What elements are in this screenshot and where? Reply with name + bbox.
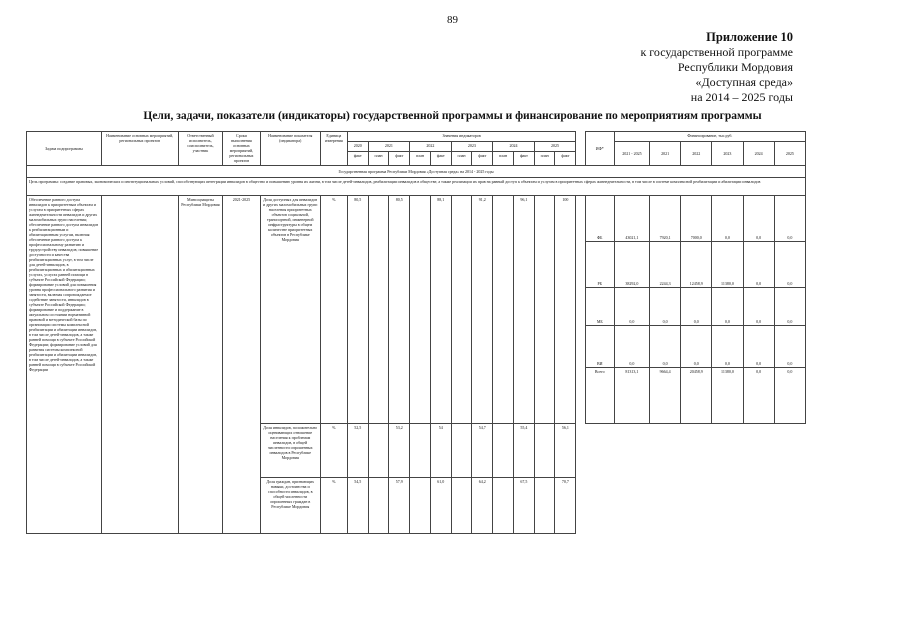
indicator-value	[368, 424, 389, 478]
page-number: 89	[447, 14, 458, 26]
finance-value: 0,0	[712, 288, 743, 326]
indicator-value	[410, 424, 431, 478]
indicator-name: Доля доступных для инвалидов и других маломобильных групп населения приоритетных объектов социальной, транспортной, инженерной инфраструктуры в общем количестве приоритетных объектов в Республике Мордовия	[260, 196, 320, 424]
indicator-name: Доля инвалидов, положительно оценивающих отношение населения к проблемам инвалидов, в общей численности опрошенных инвалидов в Республике Мордовия	[260, 424, 320, 478]
header-events: Наименование основных мероприятий, региональных проектов	[101, 132, 178, 166]
finance-value: 0,0	[650, 326, 681, 368]
header-indicator: Наименование показателя (индикатора)	[260, 132, 320, 166]
indicator-value: 54	[430, 424, 451, 478]
indicator-value: 91,2	[472, 196, 493, 424]
indicator-value: 80,5	[347, 196, 368, 424]
header-terms: Сроки выполнения основных мероприятий, региональных проектов	[223, 132, 260, 166]
finance-value: 0,0	[774, 326, 805, 368]
year-header: 2025	[534, 142, 576, 152]
indicator-value: 53,2	[389, 424, 410, 478]
indicator-value	[410, 478, 431, 534]
finance-value: 0,0	[614, 288, 649, 326]
year-header: 2021	[368, 142, 410, 152]
indicator-value	[451, 478, 472, 534]
sub-header: факт	[555, 152, 576, 166]
header-source: ИФ*	[585, 132, 614, 166]
finance-value: 11380,0	[712, 368, 743, 424]
indicator-value: 57,9	[389, 478, 410, 534]
finance-value: 0,0	[774, 288, 805, 326]
finance-source: МБ	[585, 288, 614, 326]
fin-year-header: 2025	[774, 142, 805, 166]
header-responsible: Ответственный исполнитель, соисполнитель, участник	[178, 132, 223, 166]
finance-value: 12458,9	[681, 242, 712, 288]
appendix-line: Республики Мордовия	[677, 60, 793, 74]
finance-source: ВИ	[585, 326, 614, 368]
finance-value: 0,0	[743, 196, 774, 242]
fin-year-header: 2024	[743, 142, 774, 166]
indicator-value: 96,1	[513, 196, 534, 424]
task-cell: Обеспечение равного доступа инвалидов к приоритетным объектам и услугам в приоритетных сферах жизнедеятельности инвалидов и других маломобильных групп населения; обеспечение равного доступа инвалидов к реабилитационным и абилитационным услугам, включая обеспечение равного доступа к профессиональному развитию и трудоустройству инвалидов; повышение доступности и качества реабилитационных услуг, в том числе для детей-инвалидов, в реабилитационных и абилитационных услугах, услугах ранней помощи в субъекте Российской Федерации; формирование условий для повышения уровня профессионального развития и занятости, включая сопровождаемое содействие занятости, инвалидов в субъекте Российской Федерации; формирование и поддержание в актуальном состоянии нормативной правовой и методической базы по организации системы комплексной реабилитации и абилитации инвалидов, в том числе детей-инвалидов, а также ранней помощи в субъекте Российской Федерации; формирование условий для развития системы комплексной реабилитации и абилитации инвалидов, в том числе детей-инвалидов, а также ранней помощи в субъекте Российской Федерации	[27, 196, 102, 534]
indicator-value: 100	[555, 196, 576, 424]
indicator-unit: %	[320, 196, 347, 424]
sub-header: план	[368, 152, 389, 166]
fin-year-header: 2021 - 2025	[614, 142, 649, 166]
indicator-value: 54,5	[347, 478, 368, 534]
header-unit: Единица измерения	[320, 132, 347, 166]
sub-header: факт	[389, 152, 410, 166]
fin-year-header: 2023	[712, 142, 743, 166]
finance-value: 20458,9	[681, 368, 712, 424]
indicator-value: 54,7	[472, 424, 493, 478]
indicator-value	[368, 478, 389, 534]
indicators-finance-table	[26, 131, 806, 534]
indicator-value	[410, 196, 431, 424]
finance-source: РБ	[585, 242, 614, 288]
indicator-value: 55,4	[513, 424, 534, 478]
finance-value: 0,0	[614, 326, 649, 368]
header-finance: Финансирование, тыс.руб.	[614, 132, 805, 142]
finance-value: 0,0	[712, 196, 743, 242]
finance-value: 7920,1	[650, 196, 681, 242]
indicator-value: 52,5	[347, 424, 368, 478]
indicator-value	[451, 424, 472, 478]
indicator-value	[368, 196, 389, 424]
indicator-value: 56,1	[555, 424, 576, 478]
responsible-cell: Минсоцзащиты Республики Мордовия	[178, 196, 223, 534]
appendix-line: «Доступная среда»	[695, 75, 793, 89]
program-row: Государственная программа Республики Мордовия «Доступная среда» на 2014 - 2025 годы	[27, 166, 806, 178]
finance-value: 81313,1	[614, 368, 649, 424]
finance-value: 9664,4	[650, 368, 681, 424]
year-header: 2020	[347, 142, 368, 152]
finance-value: 43021,1	[614, 196, 649, 242]
indicator-value	[534, 424, 555, 478]
finance-value: 0,0	[681, 288, 712, 326]
year-header: 2023	[451, 142, 493, 152]
finance-value: 0,0	[743, 368, 774, 424]
sub-header: факт	[513, 152, 534, 166]
finance-value: 2244,3	[650, 242, 681, 288]
appendix-line: на 2014 – 2025 годы	[690, 90, 793, 104]
sub-header: план	[451, 152, 472, 166]
fin-year-header: 2021	[650, 142, 681, 166]
indicator-value	[451, 196, 472, 424]
indicator-value: 88,1	[430, 196, 451, 424]
terms-cell: 2021-2025	[223, 196, 260, 534]
year-header: 2022	[410, 142, 452, 152]
finance-value: 7000,0	[681, 196, 712, 242]
sub-header: план	[410, 152, 431, 166]
fin-year-header: 2022	[681, 142, 712, 166]
finance-source: Всего	[585, 368, 614, 424]
document-title: Цели, задачи, показатели (индикаторы) государственной программы и финансирование по мероприятиям программы	[143, 110, 762, 122]
sub-header: факт	[430, 152, 451, 166]
sub-header: план	[534, 152, 555, 166]
sub-header: факт	[472, 152, 493, 166]
indicator-value	[534, 478, 555, 534]
header-task: Задача подпрограммы	[27, 132, 102, 166]
goal-row: Цель программы: создание правовых, экономических и институциональных условий, способствующих интеграции инвалидов в общество и повышению уровня их жизни, в том числе детей-инвалидов, реабилитации инвалидов в обществе, а также реализации их прав на равный доступ к объектам и услугам в приоритетных сферах жизнедеятельности, в том числе в системе комплексной реабилитации и абилитации инвалидов	[27, 178, 806, 196]
indicator-value: 61,0	[430, 478, 451, 534]
indicator-value	[493, 478, 514, 534]
indicator-value	[493, 424, 514, 478]
indicator-unit: %	[320, 424, 347, 478]
events-cell	[101, 196, 178, 534]
indicator-name: Доля граждан, признающих навыки, достоинства и способности инвалидов, в общей численности опрошенных граждан в Республике Мордовия	[260, 478, 320, 534]
finance-value: 0,0	[712, 326, 743, 368]
header-values: Значения индикаторов	[347, 132, 576, 142]
indicator-value: 67,5	[513, 478, 534, 534]
finance-value: 0,0	[681, 326, 712, 368]
appendix-block	[640, 30, 793, 105]
indicator-value: 70,7	[555, 478, 576, 534]
finance-value: 0,0	[743, 326, 774, 368]
finance-value: 0,0	[650, 288, 681, 326]
finance-value: 0,0	[743, 242, 774, 288]
appendix-line: к государственной программе	[640, 45, 793, 59]
finance-value: 0,0	[743, 288, 774, 326]
sub-header: факт	[347, 152, 368, 166]
indicator-value	[493, 196, 514, 424]
finance-value: 0,0	[774, 368, 805, 424]
indicator-value	[534, 196, 555, 424]
finance-value: 0,0	[774, 242, 805, 288]
indicator-value: 64,2	[472, 478, 493, 534]
indicator-value: 80,5	[389, 196, 410, 424]
finance-value: 38292,0	[614, 242, 649, 288]
finance-source: ФБ	[585, 196, 614, 242]
appendix-title: Приложение 10	[706, 30, 793, 44]
indicator-unit: %	[320, 478, 347, 534]
sub-header: план	[493, 152, 514, 166]
finance-value: 0,0	[774, 196, 805, 242]
finance-value: 11380,0	[712, 242, 743, 288]
year-header: 2024	[493, 142, 535, 152]
